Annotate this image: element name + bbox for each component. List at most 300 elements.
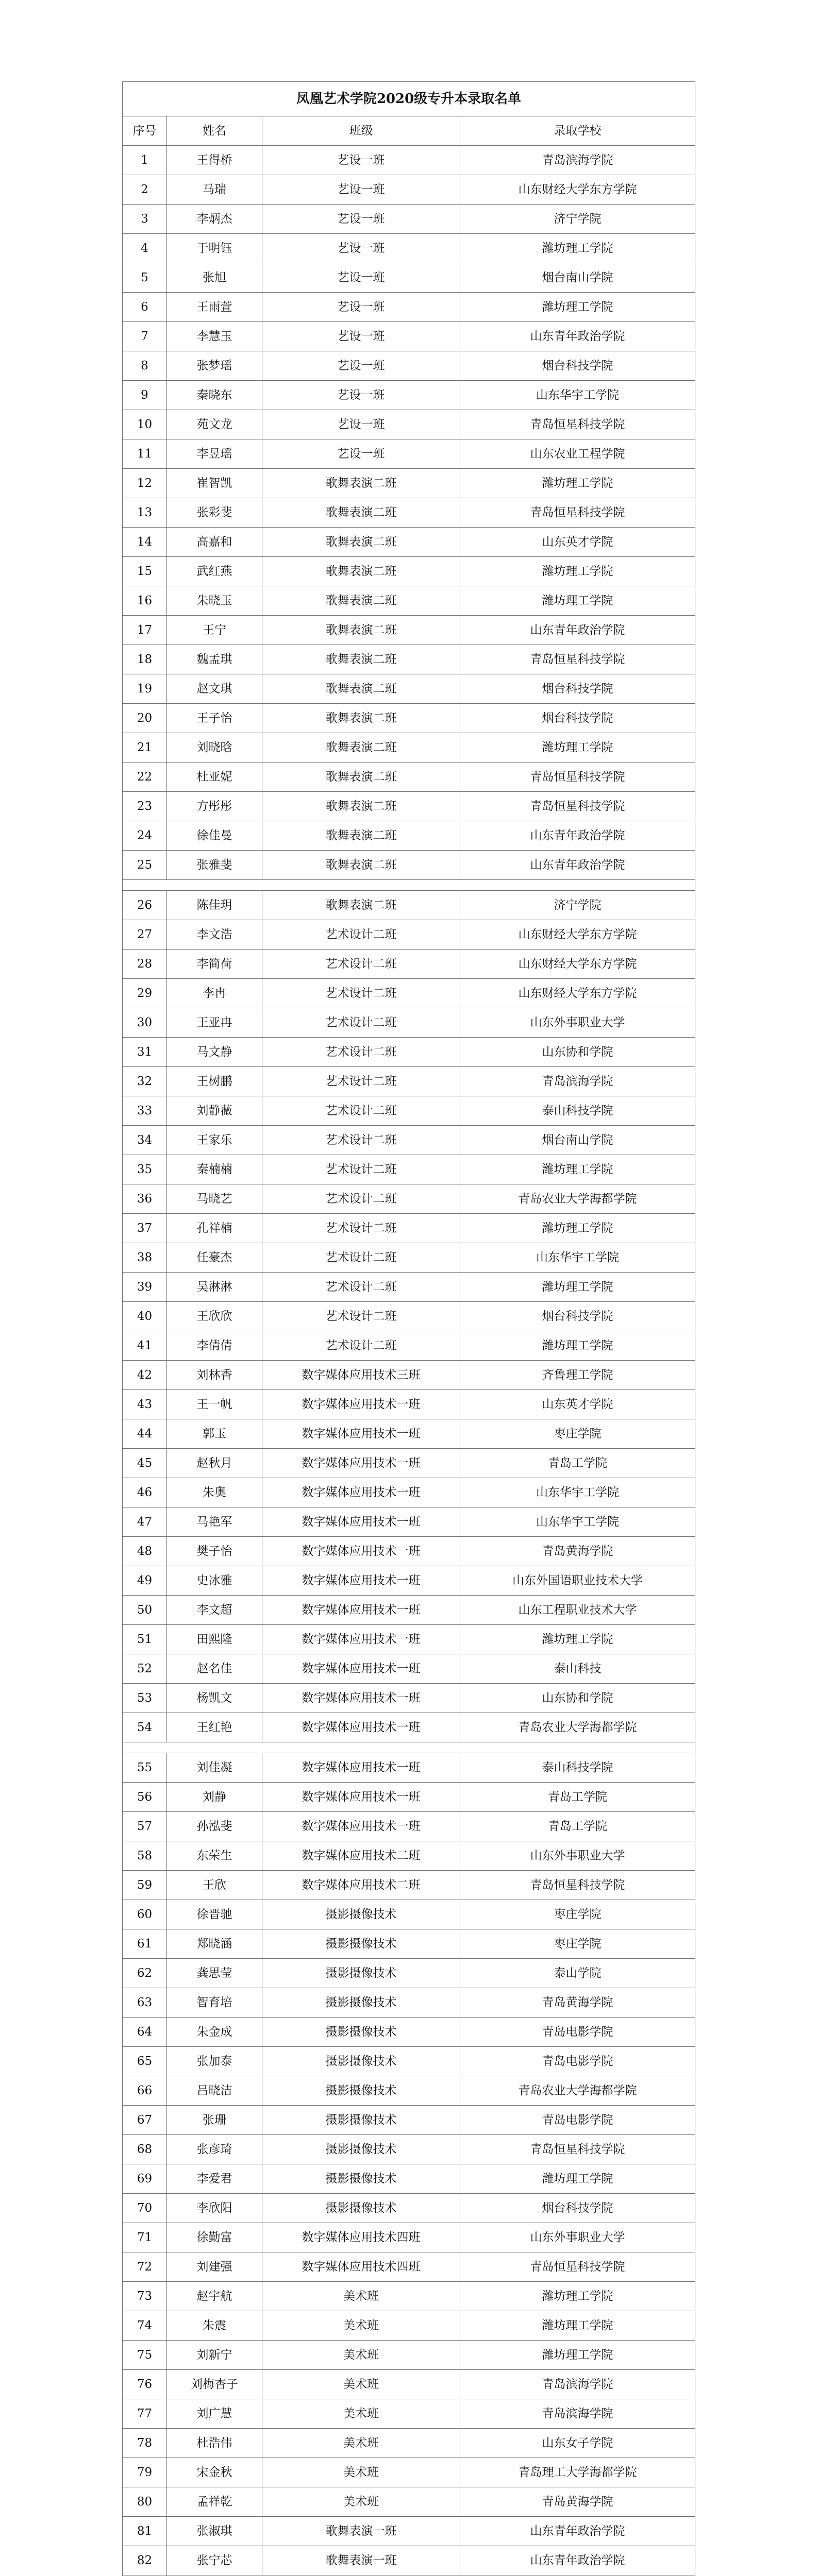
table-row (123, 1566, 695, 1596)
cell-index: 79 (123, 2458, 167, 2487)
table-row (123, 1419, 695, 1449)
cell-name: 王家乐 (167, 1126, 262, 1155)
cell-index: 48 (123, 1537, 167, 1566)
table-row (123, 2341, 695, 2370)
cell-name: 刘静薇 (167, 1096, 262, 1126)
table-row (123, 2487, 695, 2517)
cell-name: 赵文琪 (167, 674, 262, 704)
cell-index: 77 (123, 2399, 167, 2429)
cell-school: 青岛工学院 (460, 1783, 695, 1812)
cell-index: 72 (123, 2252, 167, 2282)
cell-name: 马艳军 (167, 1507, 262, 1537)
cell-name: 张宁芯 (167, 2546, 262, 2575)
cell-name: 李炳杰 (167, 205, 262, 234)
cell-school: 泰山科技 (460, 1654, 695, 1684)
table-row (123, 1126, 695, 1155)
cell-class: 歌舞表演二班 (262, 528, 460, 557)
cell-class: 摄影摄像技术 (262, 2076, 460, 2106)
cell-name: 秦楠楠 (167, 1155, 262, 1184)
cell-index: 60 (123, 1900, 167, 1929)
cell-school: 青岛黄海学院 (460, 1537, 695, 1566)
cell-index: 40 (123, 1302, 167, 1331)
cell-school: 青岛理工大学海都学院 (460, 2458, 695, 2487)
cell-name: 王得桥 (167, 146, 262, 175)
cell-class: 数字媒体应用技术四班 (262, 2252, 460, 2282)
cell-class: 艺术设计二班 (262, 1273, 460, 1302)
cell-class: 数字媒体应用技术一班 (262, 1390, 460, 1419)
cell-index: 33 (123, 1096, 167, 1126)
cell-name: 任豪杰 (167, 1243, 262, 1273)
cell-name: 赵秋月 (167, 1449, 262, 1478)
table-row (123, 2399, 695, 2429)
cell-name: 李慧玉 (167, 322, 262, 351)
table-row (123, 1537, 695, 1566)
page-break-cell (123, 880, 695, 891)
cell-index: 75 (123, 2341, 167, 2370)
cell-name: 张旭 (167, 263, 262, 293)
cell-class: 艺术设计二班 (262, 1184, 460, 1214)
cell-class: 摄影摄像技术 (262, 1988, 460, 2018)
table-row (123, 1067, 695, 1096)
table-row (123, 410, 695, 439)
cell-school: 枣庄学院 (460, 1900, 695, 1929)
cell-index: 5 (123, 263, 167, 293)
cell-class: 歌舞表演二班 (262, 792, 460, 821)
cell-school: 山东外事职业大学 (460, 2223, 695, 2252)
cell-name: 郑晓涵 (167, 1929, 262, 1959)
cell-index: 9 (123, 381, 167, 410)
cell-name: 于明钰 (167, 234, 262, 263)
cell-index: 43 (123, 1390, 167, 1419)
cell-class: 美术班 (262, 2399, 460, 2429)
table-row (123, 2106, 695, 2135)
cell-class: 摄影摄像技术 (262, 2106, 460, 2135)
table-row (123, 2135, 695, 2164)
cell-index: 7 (123, 322, 167, 351)
table-row (123, 175, 695, 205)
cell-name: 朱金成 (167, 2018, 262, 2047)
cell-school: 山东协和学院 (460, 1038, 695, 1067)
cell-class: 美术班 (262, 2429, 460, 2458)
table-row (123, 1900, 695, 1929)
table-title: 凤凰艺术学院2020级专升本录取名单 (123, 82, 695, 116)
cell-class: 摄影摄像技术 (262, 2164, 460, 2194)
cell-school: 青岛农业大学海都学院 (460, 1184, 695, 1214)
cell-school: 枣庄学院 (460, 1419, 695, 1449)
cell-name: 杜亚妮 (167, 762, 262, 792)
cell-school: 山东华宇工学院 (460, 1478, 695, 1507)
cell-class: 歌舞表演二班 (262, 821, 460, 851)
cell-name: 张加泰 (167, 2047, 262, 2076)
table-row (123, 616, 695, 645)
cell-name: 吕晓洁 (167, 2076, 262, 2106)
table-row (123, 2458, 695, 2487)
cell-class: 艺术设计二班 (262, 1155, 460, 1184)
cell-name: 张雅斐 (167, 851, 262, 880)
cell-school: 山东青年政治学院 (460, 322, 695, 351)
cell-name: 刘林香 (167, 1361, 262, 1390)
cell-index: 70 (123, 2194, 167, 2223)
cell-name: 李冉 (167, 979, 262, 1008)
cell-class: 数字媒体应用技术一班 (262, 1507, 460, 1537)
cell-name: 马瑞 (167, 175, 262, 205)
cell-index: 45 (123, 1449, 167, 1478)
cell-class: 艺设一班 (262, 439, 460, 469)
cell-name: 孟祥乾 (167, 2487, 262, 2517)
cell-class: 艺设一班 (262, 410, 460, 439)
table-row (123, 1625, 695, 1654)
cell-name: 刘建强 (167, 2252, 262, 2282)
cell-index: 64 (123, 2018, 167, 2047)
cell-index: 49 (123, 1566, 167, 1596)
table-row (123, 528, 695, 557)
table-row (123, 2311, 695, 2341)
table-row (123, 586, 695, 616)
table-row (123, 1654, 695, 1684)
cell-class: 歌舞表演二班 (262, 851, 460, 880)
cell-index: 76 (123, 2370, 167, 2399)
cell-index: 29 (123, 979, 167, 1008)
cell-index: 74 (123, 2311, 167, 2341)
table-row (123, 1155, 695, 1184)
cell-index: 6 (123, 293, 167, 322)
cell-class: 艺术设计二班 (262, 979, 460, 1008)
table-row (123, 1988, 695, 2018)
cell-class: 数字媒体应用技术一班 (262, 1478, 460, 1507)
cell-class: 歌舞表演二班 (262, 586, 460, 616)
cell-school: 山东华宇工学院 (460, 1507, 695, 1537)
cell-index: 53 (123, 1684, 167, 1713)
table-row (123, 1302, 695, 1331)
cell-class: 摄影摄像技术 (262, 2018, 460, 2047)
cell-name: 张彩斐 (167, 498, 262, 528)
cell-name: 刘佳凝 (167, 1753, 262, 1783)
cell-school: 山东华宇工学院 (460, 1243, 695, 1273)
table-row (123, 821, 695, 851)
cell-school: 山东青年政治学院 (460, 821, 695, 851)
cell-name: 杜浩伟 (167, 2429, 262, 2458)
cell-school: 山东财经大学东方学院 (460, 950, 695, 979)
cell-name: 刘广慧 (167, 2399, 262, 2429)
cell-school: 烟台科技学院 (460, 2194, 695, 2223)
table-row (123, 2223, 695, 2252)
cell-name: 刘新宁 (167, 2341, 262, 2370)
header-school: 录取学校 (460, 116, 695, 146)
table-row (123, 1243, 695, 1273)
page-break-row (123, 1742, 695, 1753)
cell-name: 李欣阳 (167, 2194, 262, 2223)
cell-class: 数字媒体应用技术一班 (262, 1625, 460, 1654)
cell-index: 16 (123, 586, 167, 616)
cell-class: 艺设一班 (262, 146, 460, 175)
cell-class: 摄影摄像技术 (262, 1959, 460, 1988)
cell-name: 吴淋淋 (167, 1273, 262, 1302)
cell-school: 泰山学院 (460, 1959, 695, 1988)
cell-index: 4 (123, 234, 167, 263)
cell-school: 烟台科技学院 (460, 704, 695, 733)
cell-name: 王红艳 (167, 1713, 262, 1742)
cell-name: 赵宇航 (167, 2282, 262, 2311)
cell-index: 73 (123, 2282, 167, 2311)
cell-school: 潍坊理工学院 (460, 1214, 695, 1243)
cell-index: 50 (123, 1596, 167, 1625)
admission-table (122, 81, 695, 2576)
cell-class: 数字媒体应用技术一班 (262, 1566, 460, 1596)
cell-class: 歌舞表演二班 (262, 762, 460, 792)
cell-index: 12 (123, 469, 167, 498)
cell-index: 63 (123, 1988, 167, 2018)
cell-index: 8 (123, 351, 167, 381)
cell-school: 青岛电影学院 (460, 2018, 695, 2047)
table-row (123, 2047, 695, 2076)
cell-school: 青岛恒星科技学院 (460, 498, 695, 528)
cell-index: 61 (123, 1929, 167, 1959)
table-row (123, 322, 695, 351)
cell-class: 艺设一班 (262, 263, 460, 293)
table-row (123, 645, 695, 674)
cell-index: 55 (123, 1753, 167, 1783)
cell-index: 27 (123, 920, 167, 950)
cell-index: 46 (123, 1478, 167, 1507)
cell-index: 18 (123, 645, 167, 674)
table-row (123, 1753, 695, 1783)
table-row (123, 2018, 695, 2047)
cell-name: 田熙隆 (167, 1625, 262, 1654)
table-row (123, 2429, 695, 2458)
cell-class: 艺术设计二班 (262, 1126, 460, 1155)
cell-school: 烟台科技学院 (460, 351, 695, 381)
cell-class: 美术班 (262, 2282, 460, 2311)
cell-school: 济宁学院 (460, 891, 695, 920)
cell-name: 郭玉 (167, 1419, 262, 1449)
cell-index: 15 (123, 557, 167, 586)
cell-name: 刘静 (167, 1783, 262, 1812)
cell-name: 王一帆 (167, 1390, 262, 1419)
cell-name: 赵名佳 (167, 1654, 262, 1684)
table-row (123, 2164, 695, 2194)
cell-class: 艺术设计二班 (262, 1038, 460, 1067)
cell-school: 青岛滨海学院 (460, 1067, 695, 1096)
cell-name: 王树鹏 (167, 1067, 262, 1096)
header-index: 序号 (123, 116, 167, 146)
table-row (123, 1096, 695, 1126)
table-row (123, 1783, 695, 1812)
cell-school: 山东工程职业技术大学 (460, 1596, 695, 1625)
cell-class: 摄影摄像技术 (262, 1900, 460, 1929)
admission-sheet (122, 81, 695, 2576)
cell-name: 孙泓斐 (167, 1812, 262, 1841)
cell-name: 王子怡 (167, 704, 262, 733)
cell-class: 歌舞表演二班 (262, 616, 460, 645)
cell-class: 歌舞表演二班 (262, 498, 460, 528)
cell-school: 青岛滨海学院 (460, 2399, 695, 2429)
cell-index: 10 (123, 410, 167, 439)
cell-school: 潍坊理工学院 (460, 2311, 695, 2341)
cell-school: 潍坊理工学院 (460, 1331, 695, 1361)
cell-school: 山东外国语职业技术大学 (460, 1566, 695, 1596)
cell-school: 青岛滨海学院 (460, 2370, 695, 2399)
cell-name: 马文静 (167, 1038, 262, 1067)
cell-index: 1 (123, 146, 167, 175)
cell-class: 数字媒体应用技术一班 (262, 1449, 460, 1478)
cell-name: 杨凯文 (167, 1684, 262, 1713)
cell-school: 潍坊理工学院 (460, 1273, 695, 1302)
table-row (123, 1507, 695, 1537)
cell-school: 山东外事职业大学 (460, 1841, 695, 1871)
cell-school: 山东青年政治学院 (460, 616, 695, 645)
table-row (123, 733, 695, 762)
cell-name: 徐晋驰 (167, 1900, 262, 1929)
cell-name: 东荣生 (167, 1841, 262, 1871)
table-row (123, 2370, 695, 2399)
cell-school: 青岛恒星科技学院 (460, 1871, 695, 1900)
cell-name: 王欣欣 (167, 1302, 262, 1331)
cell-school: 烟台南山学院 (460, 263, 695, 293)
cell-school: 山东协和学院 (460, 1684, 695, 1713)
cell-index: 26 (123, 891, 167, 920)
cell-index: 65 (123, 2047, 167, 2076)
cell-index: 25 (123, 851, 167, 880)
cell-school: 山东女子学院 (460, 2429, 695, 2458)
cell-name: 苑文龙 (167, 410, 262, 439)
cell-name: 徐勤富 (167, 2223, 262, 2252)
cell-school: 泰山科技学院 (460, 1096, 695, 1126)
cell-class: 艺术设计二班 (262, 1008, 460, 1038)
cell-class: 歌舞表演二班 (262, 469, 460, 498)
cell-class: 艺设一班 (262, 351, 460, 381)
cell-school: 潍坊理工学院 (460, 2282, 695, 2311)
table-row (123, 2076, 695, 2106)
cell-class: 歌舞表演一班 (262, 2517, 460, 2546)
cell-index: 24 (123, 821, 167, 851)
cell-school: 潍坊理工学院 (460, 2164, 695, 2194)
cell-school: 潍坊理工学院 (460, 586, 695, 616)
cell-school: 山东青年政治学院 (460, 851, 695, 880)
cell-index: 57 (123, 1812, 167, 1841)
cell-class: 艺设一班 (262, 293, 460, 322)
cell-index: 11 (123, 439, 167, 469)
cell-class: 数字媒体应用技术一班 (262, 1753, 460, 1783)
table-row (123, 1331, 695, 1361)
cell-name: 朱震 (167, 2311, 262, 2341)
cell-class: 艺术设计二班 (262, 1067, 460, 1096)
table-row (123, 234, 695, 263)
cell-index: 13 (123, 498, 167, 528)
cell-index: 69 (123, 2164, 167, 2194)
cell-school: 潍坊理工学院 (460, 557, 695, 586)
cell-class: 艺术设计二班 (262, 1331, 460, 1361)
cell-school: 枣庄学院 (460, 1929, 695, 1959)
cell-class: 歌舞表演二班 (262, 557, 460, 586)
cell-name: 徐佳曼 (167, 821, 262, 851)
cell-school: 青岛黄海学院 (460, 1988, 695, 2018)
cell-index: 56 (123, 1783, 167, 1812)
cell-school: 齐鲁理工学院 (460, 1361, 695, 1390)
cell-class: 数字媒体应用技术一班 (262, 1596, 460, 1625)
cell-name: 王亚冉 (167, 1008, 262, 1038)
table-row (123, 851, 695, 880)
cell-name: 刘梅杏子 (167, 2370, 262, 2399)
cell-index: 58 (123, 1841, 167, 1871)
page-break-row (123, 880, 695, 891)
cell-name: 龚思莹 (167, 1959, 262, 1988)
table-row (123, 1273, 695, 1302)
cell-school: 青岛恒星科技学院 (460, 762, 695, 792)
cell-index: 23 (123, 792, 167, 821)
table-row (123, 2282, 695, 2311)
cell-class: 艺设一班 (262, 234, 460, 263)
cell-name: 陈佳玥 (167, 891, 262, 920)
cell-class: 数字媒体应用技术二班 (262, 1841, 460, 1871)
table-row (123, 2517, 695, 2546)
cell-school: 山东农业工程学院 (460, 439, 695, 469)
cell-index: 21 (123, 733, 167, 762)
table-row (123, 950, 695, 979)
cell-school: 青岛电影学院 (460, 2047, 695, 2076)
cell-class: 数字媒体应用技术二班 (262, 1871, 460, 1900)
cell-school: 潍坊理工学院 (460, 2341, 695, 2370)
cell-class: 歌舞表演一班 (262, 2546, 460, 2575)
cell-class: 艺术设计二班 (262, 1214, 460, 1243)
table-row (123, 1214, 695, 1243)
cell-school: 青岛农业大学海都学院 (460, 2076, 695, 2106)
cell-name: 秦晓东 (167, 381, 262, 410)
cell-class: 摄影摄像技术 (262, 2194, 460, 2223)
cell-school: 潍坊理工学院 (460, 234, 695, 263)
cell-school: 山东英才学院 (460, 1390, 695, 1419)
cell-class: 数字媒体应用技术一班 (262, 1812, 460, 1841)
table-row (123, 146, 695, 175)
cell-class: 艺术设计二班 (262, 920, 460, 950)
table-row (123, 1812, 695, 1841)
cell-name: 朱晓玉 (167, 586, 262, 616)
cell-school: 山东英才学院 (460, 528, 695, 557)
cell-index: 59 (123, 1871, 167, 1900)
table-row (123, 979, 695, 1008)
table-row (123, 1841, 695, 1871)
table-body (123, 146, 695, 2576)
title-row (123, 82, 695, 116)
cell-class: 艺设一班 (262, 381, 460, 410)
cell-index: 30 (123, 1008, 167, 1038)
cell-school: 青岛工学院 (460, 1449, 695, 1478)
cell-name: 智育培 (167, 1988, 262, 2018)
cell-school: 青岛滨海学院 (460, 146, 695, 175)
cell-name: 孔祥楠 (167, 1214, 262, 1243)
cell-class: 数字媒体应用技术一班 (262, 1684, 460, 1713)
cell-name: 李简荷 (167, 950, 262, 979)
cell-name: 李文浩 (167, 920, 262, 950)
table-row (123, 2194, 695, 2223)
cell-class: 数字媒体应用技术一班 (262, 1783, 460, 1812)
table-row (123, 557, 695, 586)
cell-index: 51 (123, 1625, 167, 1654)
cell-class: 美术班 (262, 2458, 460, 2487)
cell-class: 美术班 (262, 2341, 460, 2370)
cell-index: 19 (123, 674, 167, 704)
cell-school: 潍坊理工学院 (460, 733, 695, 762)
cell-index: 44 (123, 1419, 167, 1449)
cell-school: 青岛电影学院 (460, 2106, 695, 2135)
cell-school: 青岛恒星科技学院 (460, 2252, 695, 2282)
cell-name: 张梦瑶 (167, 351, 262, 381)
cell-class: 艺术设计二班 (262, 1243, 460, 1273)
cell-index: 68 (123, 2135, 167, 2164)
cell-class: 数字媒体应用技术三班 (262, 1361, 460, 1390)
cell-name: 王宁 (167, 616, 262, 645)
cell-index: 36 (123, 1184, 167, 1214)
cell-name: 高嘉和 (167, 528, 262, 557)
